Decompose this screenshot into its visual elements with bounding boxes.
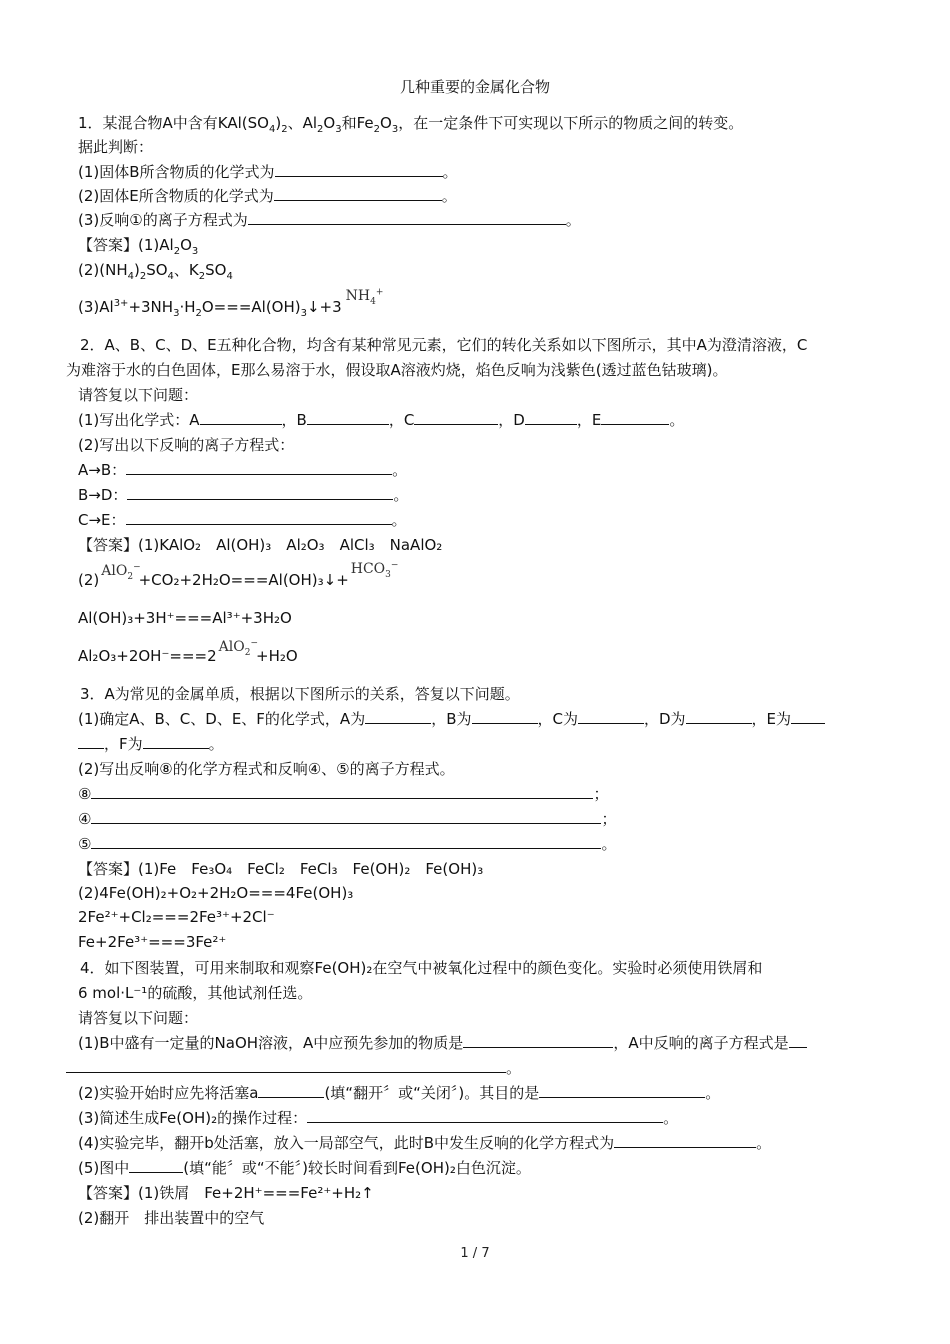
answer-blank[interactable] bbox=[127, 485, 393, 500]
q4-answer-2: (2)翻开 排出装置中的空气 bbox=[78, 1209, 265, 1227]
q4-part2: (2)实验开始时应先将活塞a (填“翻开〞或“关闭〞)。其目的是 。 bbox=[78, 1084, 721, 1102]
q2-part2: (2)写出以下反响的离子方程式： bbox=[78, 436, 295, 454]
q4-part1-line2: 。 bbox=[66, 1058, 521, 1078]
answer-blank[interactable] bbox=[307, 1108, 663, 1123]
q3-answer-3: 2Fe²⁺+Cl₂===2Fe³⁺+2Cl⁻ bbox=[78, 908, 275, 926]
q4-answer-1: 【答案】(1)铁屑 Fe+2H⁺===Fe²⁺+H₂↑ bbox=[78, 1184, 374, 1202]
q1-part1: (1)固体B所含物质的化学式为 。 bbox=[78, 163, 458, 181]
answer-blank[interactable] bbox=[275, 162, 443, 177]
q2-answer-2: (2) $AlO_2^-+CO_2+2H_2O===Al(OH)_3↓+HCO_3^-$ bbox=[78, 560, 399, 589]
answer-blank[interactable] bbox=[91, 784, 593, 799]
aluminate-ion: AlO$_2$− bbox=[218, 638, 258, 658]
answer-blank[interactable] bbox=[248, 210, 566, 225]
document-title: 几种重要的金属化合物 bbox=[399, 78, 550, 96]
q3-reaction-5: ⑤ 。 bbox=[78, 835, 617, 853]
answer-blank[interactable] bbox=[789, 1033, 807, 1048]
answer-blank[interactable] bbox=[143, 734, 209, 749]
answer-blank[interactable] bbox=[365, 709, 431, 724]
q4-part3: (3)简述生成Fe(OH)₂的操作过程： 。 bbox=[78, 1109, 679, 1127]
q1-answer-1: 【答案】$(1)Al_2O_3$ bbox=[78, 236, 199, 257]
answer-blank[interactable] bbox=[200, 410, 282, 425]
answer-blank[interactable] bbox=[78, 734, 104, 749]
answer-blank[interactable] bbox=[539, 1083, 705, 1098]
answer-blank[interactable] bbox=[614, 1133, 756, 1148]
answer-blank[interactable] bbox=[686, 709, 752, 724]
q3-reaction-4: ④ ； bbox=[78, 810, 617, 828]
q1-answer-3: $(3)Al^{3+}+3NH_3\cdot H_2O===Al(OH)_3↓+3NH_4^+$ bbox=[78, 287, 384, 319]
answer-blank[interactable] bbox=[258, 1083, 324, 1098]
answer-blank[interactable] bbox=[274, 186, 442, 201]
q1-answer-2: $(2)(NH_4)_2SO_4$、$K_2SO_4$ bbox=[78, 261, 233, 282]
answer-blank[interactable] bbox=[414, 410, 498, 425]
q4-stem-line1: 4．如下图装置，可用来制取和观察Fe(OH)₂在空气中被氧化过程中的颜色变化。实验时必须使用铁屑和 bbox=[80, 959, 763, 977]
q2-stem-line2: 为难溶于水的白色固体，E那么易溶于水，假设取A溶液灼烧，焰色反响为浅紫色(透过蓝色钴玻璃)。 bbox=[66, 361, 728, 379]
q3-answer-4: Fe+2Fe³⁺===3Fe²⁺ bbox=[78, 933, 227, 951]
q2-answer-1: 【答案】(1)KAlO₂ Al(OH)₃ Al₂O₃ AlCl₃ NaAlO₂ bbox=[78, 536, 443, 554]
q1-stem: 1．某混合物A中含有$KAl(SO_4)_2$、$Al_2O_3$和$Fe_2O_3$，在一定条件下可实现以下所示的物质之间的转变。 bbox=[78, 114, 744, 135]
answer-blank[interactable] bbox=[91, 834, 601, 849]
aluminate-ion: AlO$_2$− bbox=[101, 562, 141, 582]
q2-ask: 请答复以下问题： bbox=[78, 386, 199, 404]
answer-blank[interactable] bbox=[66, 1058, 506, 1073]
answer-blank[interactable] bbox=[129, 1158, 183, 1173]
q1-part2: (2)固体E所含物质的化学式为 。 bbox=[78, 187, 457, 205]
q2-stem-line1: 2．A、B、C、D、E五种化合物，均含有某种常见元素，它们的转化关系如以下图所示，其中A为澄清溶液，C bbox=[80, 336, 808, 354]
q3-part1-line1: (1)确定A、B、C、D、E、F的化学式，A为 ，B为 ，C为 ，D为 ，E为 bbox=[78, 709, 825, 729]
answer-blank[interactable] bbox=[472, 709, 538, 724]
q3-reaction-8: ⑧ ； bbox=[78, 785, 609, 803]
answer-blank[interactable] bbox=[791, 709, 825, 724]
q4-part4: (4)实验完毕，翻开b处活塞，放入一局部空气，此时B中发生反响的化学方程式为 。 bbox=[78, 1134, 772, 1152]
q1-judge: 据此判断： bbox=[78, 138, 154, 156]
q2-c-to-e: C→E： 。 bbox=[78, 511, 407, 529]
q3-answer-1: 【答案】(1)Fe Fe₃O₄ FeCl₂ FeCl₃ Fe(OH)₂ Fe(OH)₃ bbox=[78, 860, 484, 878]
q2-answer-3: Al(OH)₃+3H⁺===Al³⁺+3H₂O bbox=[78, 609, 292, 627]
q3-part1-line2: ，F为 。 bbox=[78, 734, 224, 754]
answer-blank[interactable] bbox=[91, 809, 601, 824]
answer-blank[interactable] bbox=[463, 1033, 613, 1048]
ammonium-ion: $NH_4^+$ bbox=[345, 287, 384, 307]
q4-part1-line1: (1)B中盛有一定量的NaOH溶液，A中应预先参加的物质是 ，A中反响的离子方程式是 bbox=[78, 1033, 807, 1053]
q4-stem-line2: 6 mol·L⁻¹的硫酸，其他试剂任选。 bbox=[78, 984, 313, 1002]
q3-part2: (2)写出反响⑧的化学方程式和反响④、⑤的离子方程式。 bbox=[78, 760, 455, 778]
answer-blank[interactable] bbox=[126, 510, 392, 525]
answer-blank[interactable] bbox=[307, 410, 389, 425]
q1-part3: (3)反响①的离子方程式为 。 bbox=[78, 211, 581, 229]
q2-part1: (1)写出化学式：A ，B ，C ，D ，E 。 bbox=[78, 411, 685, 429]
answer-blank[interactable] bbox=[126, 460, 392, 475]
q3-stem: 3．A为常见的金属单质，根据以下图所示的关系，答复以下问题。 bbox=[80, 685, 520, 703]
answer-blank[interactable] bbox=[578, 709, 644, 724]
q2-answer-4: Al₂O₃+2OH⁻===2 AlO$_2$−+H₂O bbox=[78, 638, 298, 665]
q2-a-to-b: A→B： 。 bbox=[78, 461, 408, 479]
q3-answer-2: (2)4Fe(OH)₂+O₂+2H₂O===4Fe(OH)₃ bbox=[78, 884, 354, 902]
answer-blank[interactable] bbox=[601, 410, 669, 425]
bicarbonate-ion: $HCO_3^-$ bbox=[350, 560, 399, 580]
answer-blank[interactable] bbox=[525, 410, 577, 425]
q2-b-to-d: B→D： 。 bbox=[78, 486, 409, 504]
q4-part5: (5)图中 (填“能〞或“不能〞)较长时间看到Fe(OH)₂白色沉淀。 bbox=[78, 1159, 531, 1177]
q4-ask: 请答复以下问题： bbox=[78, 1009, 199, 1027]
page-number: 1 / 7 bbox=[460, 1246, 490, 1261]
